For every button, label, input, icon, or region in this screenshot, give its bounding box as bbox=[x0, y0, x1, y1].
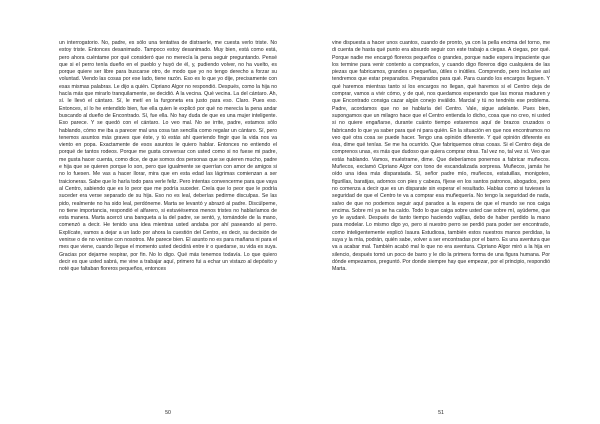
left-page-body-text: un interrogatorio. No, padre, es sólo una tentativa de distraerle, me cuesta verlo triste. No estoy triste. Entonces desanimado. Tampoco estoy desanimado. Muy bien, está como está, pero ahora cuéntame por qué consideró que no merecía la pena seguir preguntando. Pensé que si el perro tenía dueño en el pueblo y huyó de él, y, pudiendo volver, no ha vuelto, es porque quiere ser libre para buscarse otro, de modo que yo no tengo derecho a forzar su voluntad. Viendo las cosas por ese lado, tiene razón. Eso es lo que yo dije, precisamente con esas mismas palabras. Le dijo a quién. Cipriano Algor no respondió. Después, como la hija no hacía más que mirarlo tranquilamente, se decidió. A la vecina. Qué vecina. La del cántaro. Ah, sí. Ie llevó el cántaro. Sí, le metí en la furgoneta era justo para eso. Claro. Pues eso. Entonces, sí lo he entendido bien, fue ella quien le explicó por qué no merecía la pena andar buscando al dueño de Encontrado. Sí, fue ella. No hay duda de que es una mujer inteligente. Eso parece. Y se quedó con el cántaro. Lo veo mal. No se irrite, padre, estamos sólo hablando, cómo me iba a parecer mal una cosa tan sencilla como regalar un cántaro. Sí, pero tenemos asuntos más graves que éste, y tú estás ahí queriendo fingir que la vida nos va viento en popa. Exactamente de esos asuntos le quiero hablar. Entonces no entiendo el porqué de tantos rodeos. Porque me gusta conversar con usted como si no fuese mi padre, me gusta hacer cuenta, como dice, de que somos dos personas que se quieren mucho, padre e hija que se quieren porque lo son, pero que igualmente se querrían con amor de amigos si no lo fuesen. Me vas a hacer llorar, mira que en esta edad las lágrimas comienzan a ser traicioneras. Sabe que lo haría todo para verle feliz. Pero intentas convencerme para que vaya al Centro, sabiendo que es lo peor que me podría suceder. Creía que lo peor que le podría suceder era verse separado de su hija. Eso no es leal, deberías pedirme disculpas. Se las pido, realmente no ha sido leal, perdóneme. Marta se levantó y abrazó al padre. Discúlpeme, no tiene importancia, respondió el alfarero, si estuviésemos menos tristes no hablaríamos de esta manera. Marta acercó una banqueta a la del padre, se sentó, y, tomándole de la mano, comenzó a decir. He tenido una idea mientras usted andaba por ahí paseando al perro. Explícate, vamos a dejar a un lado por ahora la cuestión del Centro, es decir, su decisión de venirse o de no venirse con nosotros. Me parece bien. El asunto no es para mañana ni para el mes que viene, cuando llegue el momento usted decidirá entre ir o quedarse, su vida es suya. Gracias por dejarme respirar, por fin. No lo digo. Qué más tenemos todavía. Lo que quiero decir es que usted sabrá, me vine a trabajar aquí, primero fui a echar un vistazo al depósito y noté que faltaban floreros pequeños, entonces bbox=[59, 40, 277, 273]
right-page bbox=[300, 0, 600, 424]
right-page-body-text: vine dispuesta a hacer unos cuantos, cuando de pronto, ya con la pella encima del torno, me di cuenta de hasta qué punto era absurdo seguir con este trabajo a ciegas. A ciegas, por qué. Porque nadie me encargó floreros pequeños o grandes, porque nadie espera impaciente que los termine para venir contento a comprarlos, y cuando digo floreros digo cualquiera de las piezas que fabricamos, grandes o pequeñas, útiles o inútiles. Comprendo, pero inclusive así tendremos que estar preparados. Preparados para qué. Para cuando los encargos lleguen. Y qué haremos mientras tanto si los encargos no llegan, qué haremos si el Centro deja de comprar, vamos a vivir cómo, y de qué, nos quedamos esperando que las moras maduren y que Encontrado consiga cazar algún conejo inválido. Marcial y tú no tendréis ese problema. Padre, acordamos que no se hablaría del Centro. Vale, sigue adelante. Pues bien, supongamos que un milagro hace que el Centro entienda lo dicho, cosa que no creo, ni usted si no quiere engañarse, durante cuánto tiempo estaremos aquí de brazos cruzados o fabricando lo que ya saber para qué ni para quién. En la situación en que nos encontramos no veo qué otra cosa se puede hacer. Tengo una opinión diferente. Y qué opinión diferente es ésa, dime qué tenías. Se me ha ocurrido. Que fabriquemos otras cosas. Si el Centro deja de comprenos unas, es más que dudoso que quiera comprar otras. Tal vez no, tal vez sí. Veo que estás hablando. Vamos, muéstrame, dime. Que deberíamos ponernos a fabricar muñecos. Muñecos, exclamó Cipriano Algor con tono de escandalizada sorpresa. Muñecos, jamás he oído una idea más disparatada. Sí, señor padre mío, muñecos, estatuillas, monigotes, figurillas, baratijas, adornos con pies y cabeza, fíjese en los santos patronos, abogados, pero no comenza a decir que es un disparate sin esperar el resultado. Hablas como si tuvieses la seguridad de que el Centro te va a comprar esa muñequería. No tengo la seguridad de nada, salvo de que no podemos seguir aquí parados a la espera de que el mundo se nos caiga encima. Sobre mí ya se ha caído. Todo lo que caiga sobre usted cae sobre mí, ayúdeme, que yo le ayudaré. Después de tanto tiempo haciendo vajillas, debo de haber perdido la mano para modelar. Lo mismo digo yo, pero si nuestro perro se perdió para poder ser encontrado, como inteligentemente explicó Isaura Estudiosa, también estos nuestros manos perdidas, la suya y la mía, podrán, quién sabe, volver a ser encontradas por el barro. Es una aventura que va a acabar mal. También acabó mal lo que no era aventura. Cipriano Algor miró a la hija en silencio, después tomó un poco de barro y le dio la primera forma de una figura humana. Por dónde empezamos, preguntó. Por donde siempre hay que empezar, por el principio, respondió Marta. bbox=[332, 40, 550, 273]
right-page-number: 51 bbox=[438, 410, 444, 416]
left-page-number: 50 bbox=[165, 410, 171, 416]
